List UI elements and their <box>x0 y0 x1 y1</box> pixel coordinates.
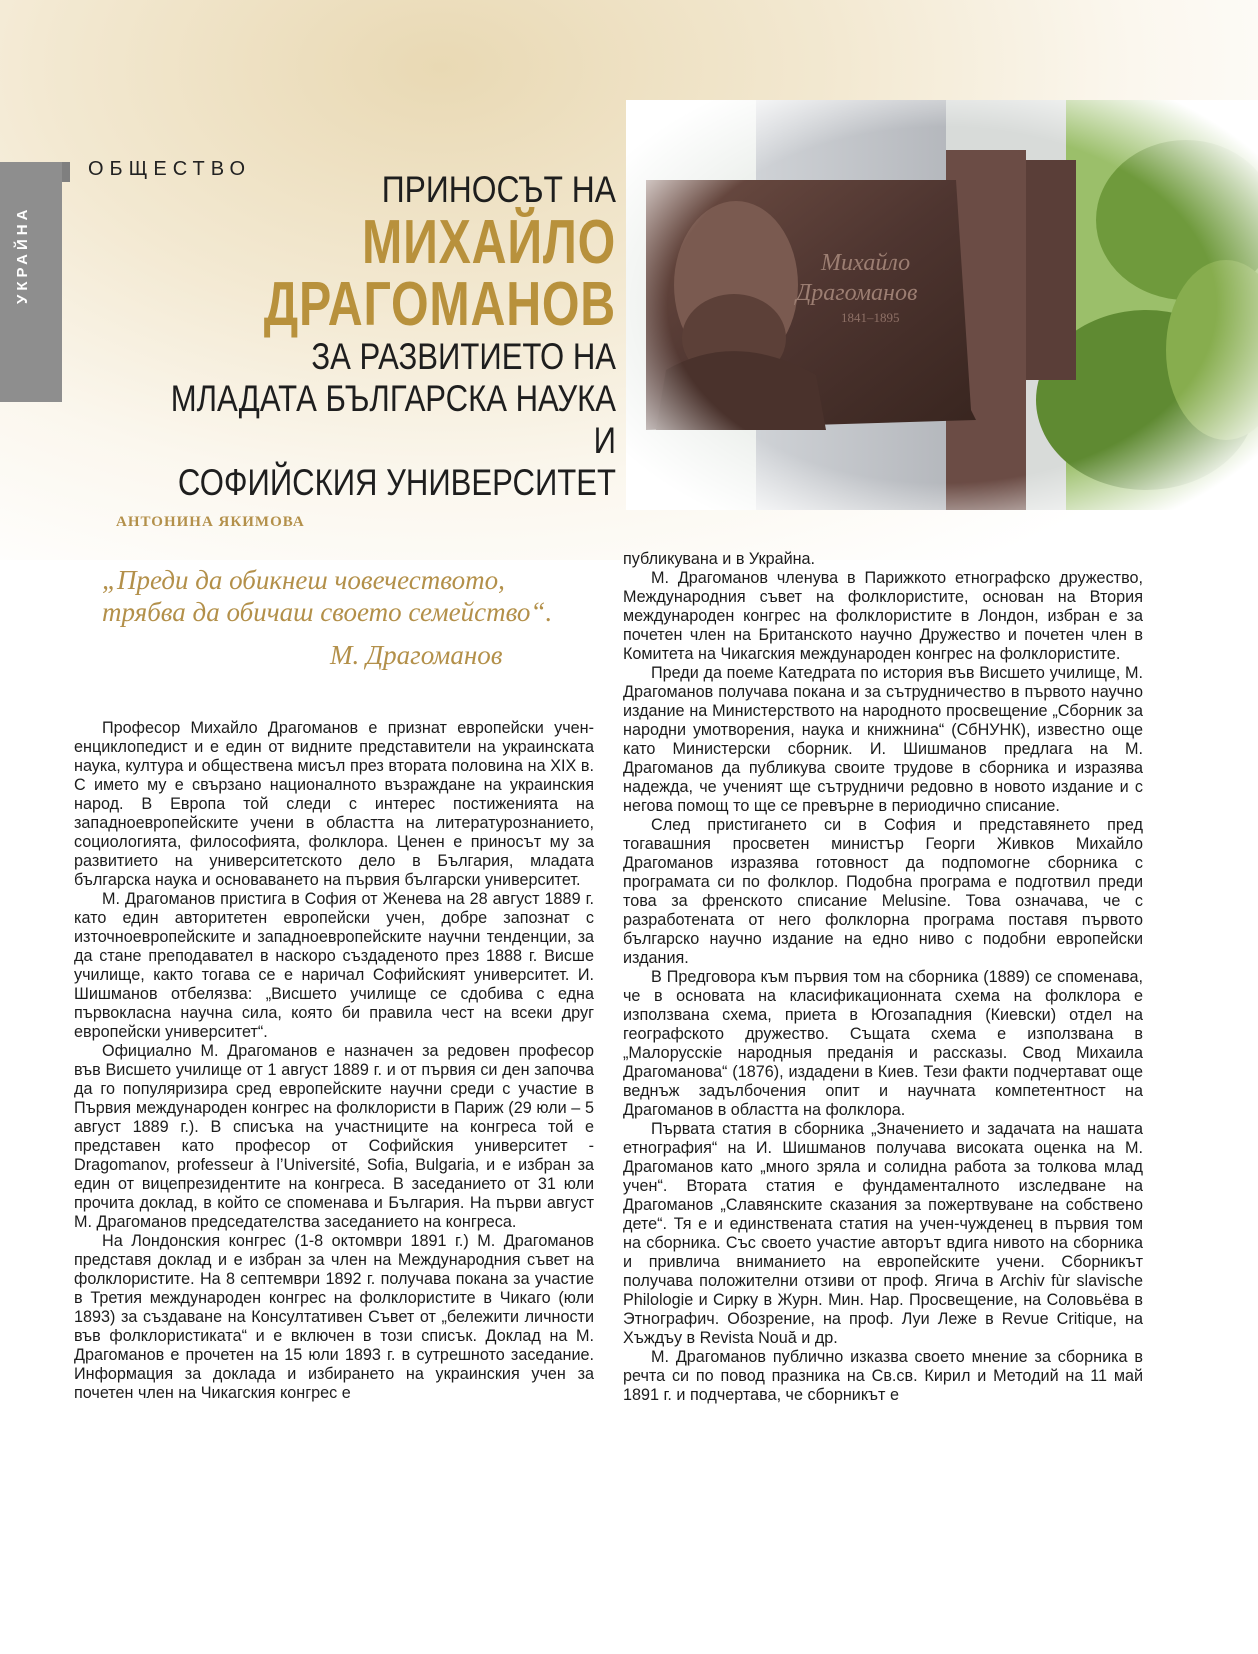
side-section-label: УКРАЙНА <box>14 205 31 305</box>
body-column-right <box>623 550 1143 1405</box>
title-line-1: ПРИНОСЪТ НА <box>381 169 616 210</box>
paragraph: М. Драгоманов членува в Парижкото етнографско дружество, Международния съвет на фолклористите, основан на Втория международен конгрес на фолклористите в Лондон, избран е за почетен член на Британското научно Дружество и почетен член в Комитета на Чикагския международен конгрес на фолклористите. <box>623 569 1143 663</box>
epigraph-quote <box>102 564 602 628</box>
title-name-last: ДРАГОМАНОВ <box>263 270 616 339</box>
quote-attribution: М. Драгоманов <box>330 640 503 670</box>
title-line-5: СОФИЙСКИЯ УНИВЕРСИТЕТ <box>177 462 616 503</box>
memorial-plaque-photo <box>626 100 1258 510</box>
title-name-first: МИХАЙЛО <box>362 208 616 277</box>
article-title <box>56 168 616 504</box>
article-author: АНТОНИНА ЯКИМОВА <box>116 514 305 530</box>
title-line-3: ЗА РАЗВИТИЕТО НА <box>311 336 616 377</box>
paragraph: Официално М. Драгоманов е назначен за редовен професор във Висшето училище от 1 август 1889 г. и от първия си ден започва да го популяризира сред европейските научни среди с участие в Първия международен конгрес на фолклористи в Париж (29 юли – 5 август 1889 г.). В списъка на участниците на конгреса той е представен като професор от Софийския университет - Dragomanov, professeur à l’Université, Sofia, Bulgaria, и е избран за един от вицепрезидентите на конгреса. В заседанието от 31 юли прочита доклад, в който се споменава и България. На първи август М. Драгоманов председателства заседанието на конгреса. <box>74 1042 594 1231</box>
paragraph: М. Драгоманов публично изказва своето мнение за сборника в речта си по повод празника на Св.св. Кирил и Методий на 11 май 1891 г. и подчертава, че сборникът е <box>623 1348 1143 1404</box>
paragraph: Професор Михайло Драгоманов е признат европейски учен-енциклопедист и е един от видните представители на украинската наука, култура и обществена мисъл през втората половина на XIX в. С името му е свързано националното възраждане на украинския народ. В Европа той следи с интерес постиженията на западноевропейските учени в областта на литературознанието, социологията, философията, фолклора. Ценен е приносът му за развитието на университетското дело в България, младата българска наука и основаването на първия български университет. <box>74 719 594 889</box>
paragraph: Преди да поеме Катедрата по история във Висшето училище, М. Драгоманов получава покана и за сътрудничество в първото научно издание на Министерството на народното просвещение „Сборник за народни умотворения, наука и книжнина“ (СбНУНК), известно още като Министерски сборник. И. Шишманов предлага на М. Драгоманов да публикува своите трудове в сборника и изразява надежда, че ученият ще сътрудничи редовно в новото издание и с негова помощ то ще се превърне в периодично списание. <box>623 664 1143 815</box>
quote-line-2: трябва да обичаш своето семейство“. <box>102 597 553 627</box>
paragraph: М. Драгоманов пристига в София от Женева на 28 август 1889 г. като един авторитетен европейски учен, добре запознат с източноевропейските и западноевропейските научни тенденции, за да стане преподавател в наскоро създаденото през 1888 г. Висше училище, както тогава се е наричал Софийският университет. И. Шишманов отбелязва: „Висшето училище се сдобива с една първокласна научна сила, която би правила чест на всеки друг европейски университет“. <box>74 890 594 1041</box>
quote-line-1: „Преди да обикнеш човечеството, <box>102 565 505 595</box>
paragraph: В Предговора към първия том на сборника (1889) се споменава, че в основата на класификационната схема на фолклора е използвана схема, приета в Югозападния (Киевски) отдел на географското дружество. Същата схема е използвана в „Малорусскіе народныя преданія и рассказы. Свод Михаила Драгоманова“ (1876), издадени в Киев. Тези факти подчертават още веднъж задълбочения опит и научната компетентност на Драгоманов в областта на фолклора. <box>623 968 1143 1119</box>
section-label: ОБЩЕСТВО <box>88 158 251 180</box>
paragraph-continuation: публикувана и в Украйна. <box>623 550 816 568</box>
paragraph: На Лондонския конгрес (1-8 октомври 1891 г.) М. Драгоманов представя доклад и е избран за член на Международния съвет на фолклористите. На 8 септември 1892 г. получава покана за участие в Третия международен конгрес на фолклористите в Чикаго (юли 1893) за създаване на Консултативен Съвет от „бележити личности във фолклористиката“ и е включен в този списък. Доклад на М. Драгоманов е прочетен на 15 юли 1893 г. в сутрешното заседание. Информация за доклада и избирането на украинския учен за почетен член на Чикагския конгрес е <box>74 1232 594 1402</box>
paragraph: След пристигането си в София и представянето пред тогавашния просветен министър Георги Живков Михайло Драгоманов изразява готовност да подпомогне сборника с програмата си по фолклор. Подобна програма е подготвил преди това за френското списание Melusine. Това означава, че с разработената от него фолклорна програма поставя първото българско научно издание на едно ниво с подобни европейски издания. <box>623 816 1143 967</box>
paragraph: Първата статия в сборника „Значението и задачата на нашата етнография“ на И. Шишманов получава високата оценка на М. Драгоманов като „много зряла и солидна работа за толкова млад учен“. Втората статия е фундаменталното изследване на Драгоманов „Славянските сказания за пожертвуване на собствено дете“. Тя е и единствената статия на учен-чужденец в първия том на сборника. Със своето участие авторът вдига нивото на сборника и привлича вниманието на европейските учени. Сборникът получава положителни отзиви от проф. Ягича в Archiv fùr slavische Philologie и Сирку в Журн. Мин. Нар. Просвещение, на Соловьëва в Этнографич. Обозрение, на проф. Луи Леже в Revue Critique, на Хъждъу в Revista Nouă и др. <box>623 1120 1143 1347</box>
title-line-4: МЛАДАТА БЪЛГАРСКА НАУКА И <box>170 378 616 461</box>
body-column-left <box>74 719 594 1403</box>
